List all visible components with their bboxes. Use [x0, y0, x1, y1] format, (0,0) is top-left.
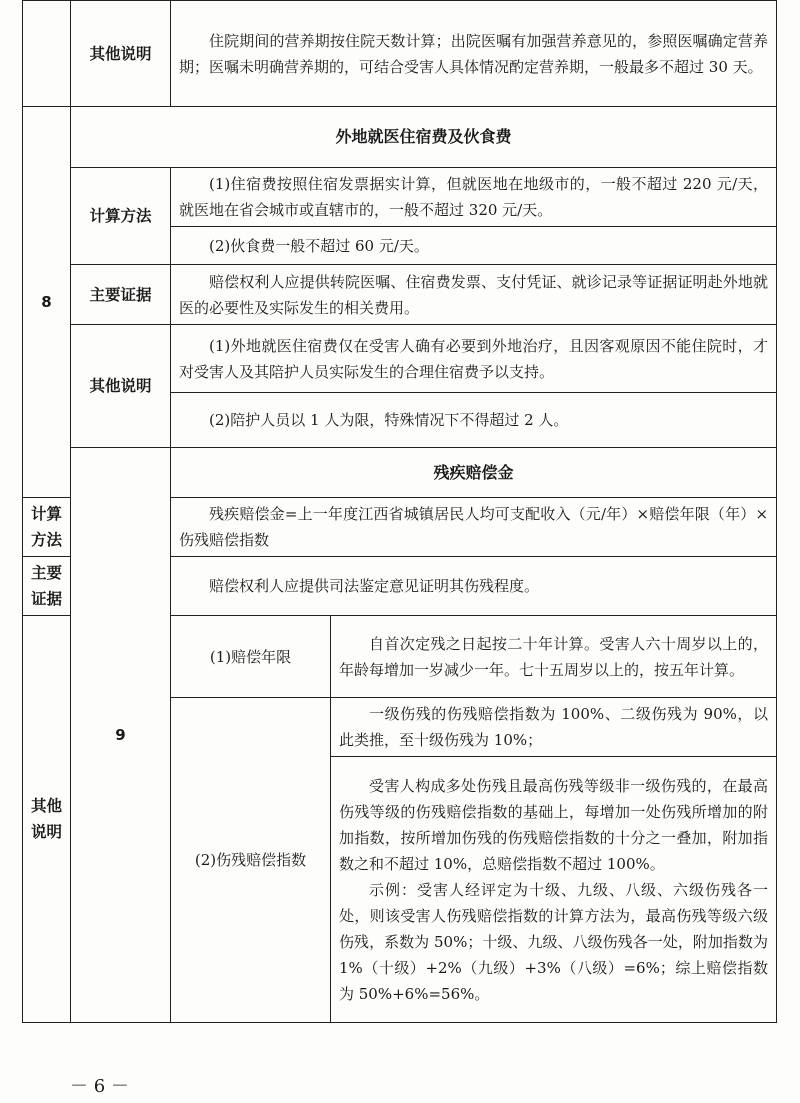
evidence-text: [171, 265, 777, 325]
disability-index-text-1: [331, 698, 777, 757]
paragraph: 赔偿权利人应提供转院医嘱、住宿费发票、支付凭证、就诊记录等证据证明赴外地就医的必要性及实际发生的相关费用。: [179, 272, 769, 317]
disability-index-label: (2)伤残赔偿指数: [171, 698, 331, 1023]
other-notes-text: [171, 1, 777, 107]
compensation-table: [22, 0, 777, 1023]
other-notes-label: 其他说明: [23, 616, 71, 1023]
calc-method-text-1: [171, 168, 777, 227]
table-row: [23, 168, 777, 227]
paragraph: 受害人构成多处伤残且最高伤残等级非一级伤残的，在最高伤残等级的伤残赔偿指数的基础上，每增加一处伤残所增加的附加指数，按所增加伤残的伤残赔偿指数的十分之一叠加，附加指数之和不超过 10%，总赔偿指数不超过 100%。: [339, 776, 769, 873]
table-row: [23, 325, 777, 393]
paragraph: 残疾赔偿金=上一年度江西省城镇居民人均可支配收入（元/年）×赔偿年限（年）× 伤残赔偿指数: [179, 505, 769, 549]
item-number-9: 9: [71, 448, 171, 1023]
paragraph: 自首次定残之日起按二十年计算。受害人六十周岁以上的，年龄每增加一岁减少一年。七十五周岁以上的，按五年计算。: [339, 634, 769, 679]
compensation-years-label: (1)赔偿年限: [171, 616, 331, 698]
paragraph: 赔偿权利人应提供司法鉴定意见证明其伤残程度。: [209, 577, 540, 595]
item-number-8: 8: [23, 107, 71, 498]
paragraph: 示例：受害人经评定为十级、九级、八级、六级伤残各一处，则该受害人伤残赔偿指数的计算方法为，最高伤残等级六级伤残，系数为 50%；十级、九级、八级伤残各一处，附加指数为 1%（十级）+2%（九级）+3%（八级）=6%；综上赔偿指数为 50%+6%=56%。: [339, 880, 769, 1003]
page-number: － 6 －: [70, 1076, 129, 1097]
evidence-label: 主要证据: [71, 265, 171, 325]
table-row: [23, 107, 777, 168]
calc-method-text-2: [171, 227, 777, 265]
other-notes-label: 其他说明: [71, 1, 171, 107]
table-row: [23, 448, 777, 498]
calc-method-text: [171, 498, 777, 557]
calc-method-label: 计算方法: [23, 498, 71, 557]
disability-index-text-2: [331, 757, 777, 1023]
table-row: [23, 265, 777, 325]
paragraph: 一级伤残的伤残赔偿指数为 100%、二级伤残为 90%，以此类推，至十级伤残为 10%；: [339, 705, 769, 749]
paragraph: 住院期间的营养期按住院天数计算；出院医嘱有加强营养意见的，参照医嘱确定营养期；医嘱未明确营养期的，可结合受害人具体情况酌定营养期，一般最多不超过 30 天。: [179, 31, 769, 76]
evidence-label: 主要证据: [23, 557, 71, 616]
item-number-cell: [23, 1, 71, 107]
evidence-text: [171, 557, 777, 616]
item-title-9: 残疾赔偿金: [171, 448, 777, 498]
paragraph: (2)陪护人员以 1 人为限，特殊情况下不得超过 2 人。: [209, 411, 569, 429]
calc-method-label: 计算方法: [71, 168, 171, 265]
compensation-years-text: [331, 616, 777, 698]
other-notes-label: 其他说明: [71, 325, 171, 448]
item-title-8: 外地就医住宿费及伙食费: [71, 107, 777, 168]
paragraph: (1)外地就医住宿费仅在受害人确有必要到外地治疗，且因客观原因不能住院时，才对受害人及其陪护人员实际发生的合理住宿费予以支持。: [179, 336, 769, 381]
other-notes-text-2: [171, 393, 777, 448]
table-row: [23, 1, 777, 107]
paragraph: (1)住宿费按照住宿发票据实计算，但就医地在地级市的，一般不超过 220 元/天，就医地在省会城市或直辖市的，一般不超过 320 元/天。: [179, 175, 769, 219]
other-notes-text-1: [171, 325, 777, 393]
paragraph: (2)伙食费一般不超过 60 元/天。: [209, 236, 429, 255]
